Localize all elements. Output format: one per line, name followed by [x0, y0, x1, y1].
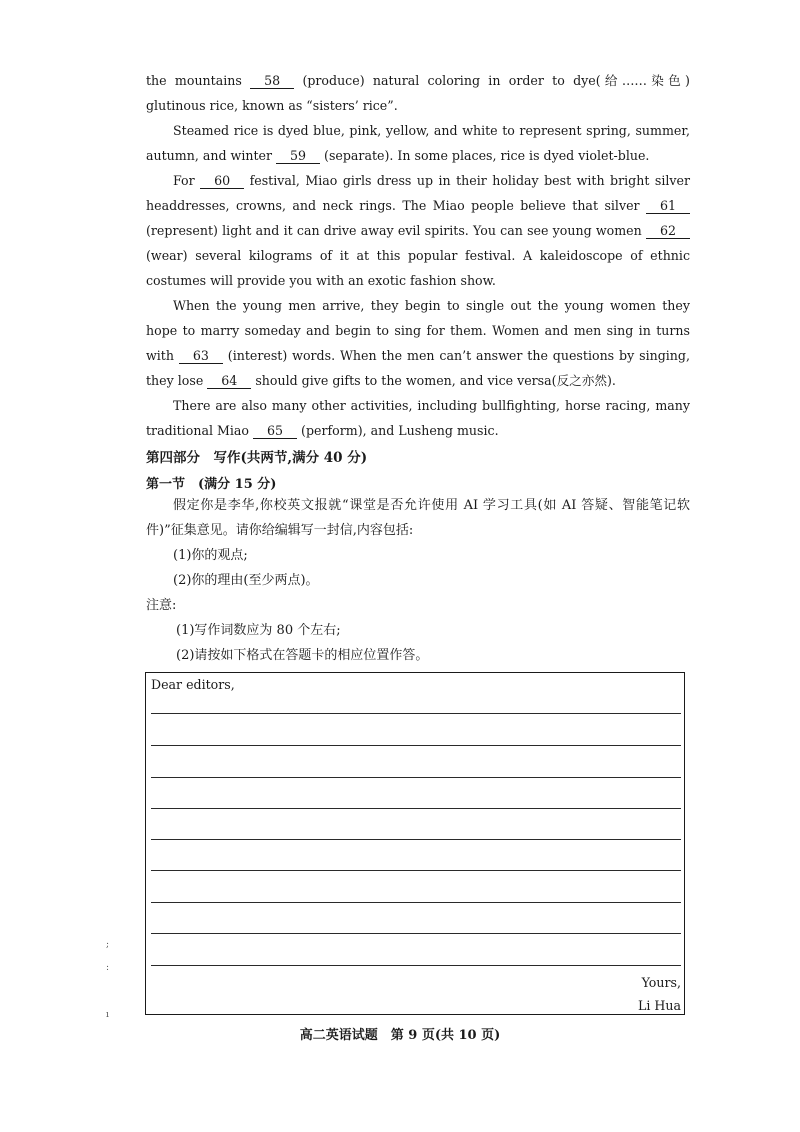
- passage-paragraph-4: [146, 293, 690, 393]
- letter-signature: Li Hua: [638, 998, 681, 1013]
- letter-greeting: Dear editors,: [151, 677, 235, 692]
- writing-line[interactable]: [151, 808, 681, 809]
- passage-text: There are also many other activities, including bullfighting, horse racing, many traditional Miao: [146, 398, 690, 438]
- writing-line[interactable]: [151, 777, 681, 778]
- passage-text: For: [173, 173, 195, 188]
- letter-closing: Yours,: [641, 975, 681, 990]
- blank-63[interactable]: 63: [179, 348, 223, 364]
- writing-line[interactable]: [151, 933, 681, 934]
- passage-text: the mountains: [146, 73, 242, 88]
- passage-text: When the young men arrive, they begin to single out the young women they hope to marry someday and begin to sing for them. Women and men sing in turns with: [146, 298, 690, 363]
- part4-title: 第四部分 写作(共两节,满分 40 分): [146, 450, 368, 466]
- blank-59[interactable]: 59: [276, 148, 320, 164]
- passage-text: (perform), and Lusheng music.: [301, 423, 499, 438]
- note-label: 注意:: [146, 598, 177, 613]
- prompt-item-1: (1)你的观点;: [173, 548, 248, 563]
- passage-text: should give gifts to the women, and vice versa(反之亦然).: [255, 373, 616, 388]
- passage-text: (interest) words. When the men can’t answer the questions by singing, they lose: [146, 348, 690, 388]
- blank-64[interactable]: 64: [207, 373, 251, 389]
- writing-line[interactable]: [151, 870, 681, 871]
- blank-65[interactable]: 65: [253, 423, 297, 439]
- passage-text: (separate). In some places, rice is dyed violet-blue.: [324, 148, 650, 163]
- letter-answer-box[interactable]: [145, 672, 685, 1015]
- passage-paragraph-3: [146, 168, 690, 293]
- blank-62[interactable]: 62: [646, 223, 690, 239]
- passage-text: Steamed rice is dyed blue, pink, yellow, and white to represent spring, summer, autumn, and winter: [146, 123, 690, 163]
- writing-line[interactable]: [151, 839, 681, 840]
- writing-prompt: 假定你是李华,你校英文报就“课堂是否允许使用 AI 学习工具(如 AI 答疑、智能笔记软件)”征集意见。请你给编辑写一封信,内容包括:: [146, 498, 690, 538]
- passage-paragraph-1: [146, 68, 690, 118]
- section1-title: 第一节 (满分 15 分): [146, 477, 277, 492]
- writing-line[interactable]: [151, 965, 681, 966]
- blank-58[interactable]: 58: [250, 73, 294, 89]
- passage-text: (represent) light and it can drive away evil spirits. You can see young women: [146, 223, 642, 238]
- passage-text: festival, Miao girls dress up in their holiday best with bright silver headdresses, crowns, and neck rings. The Miao people believe that silver: [146, 173, 690, 213]
- margin-mark: ;: [106, 940, 110, 950]
- writing-line[interactable]: [151, 745, 681, 746]
- note-item-2: (2)请按如下格式在答题卡的相应位置作答。: [176, 648, 429, 663]
- page-footer: 高二英语试题 第 9 页(共 10 页): [299, 1028, 501, 1043]
- blank-60[interactable]: 60: [200, 173, 244, 189]
- margin-mark: :: [106, 963, 110, 973]
- writing-line[interactable]: [151, 902, 681, 903]
- writing-line[interactable]: [151, 713, 681, 714]
- passage-text: (wear) several kilograms of it at this popular festival. A kaleidoscope of ethnic costumes will provide you with an exotic fashion show.: [146, 248, 690, 288]
- passage-text: (produce) natural coloring in order to dye(给……染色) glutinous rice, known as “sisters’ rice”.: [146, 73, 690, 113]
- passage-paragraph-2: [146, 118, 690, 168]
- blank-61[interactable]: 61: [646, 198, 690, 214]
- passage-paragraph-5: [146, 393, 690, 443]
- prompt-item-2: (2)你的理由(至少两点)。: [173, 573, 319, 588]
- margin-mark: ı: [106, 1010, 109, 1020]
- note-item-1: (1)写作词数应为 80 个左右;: [176, 623, 341, 638]
